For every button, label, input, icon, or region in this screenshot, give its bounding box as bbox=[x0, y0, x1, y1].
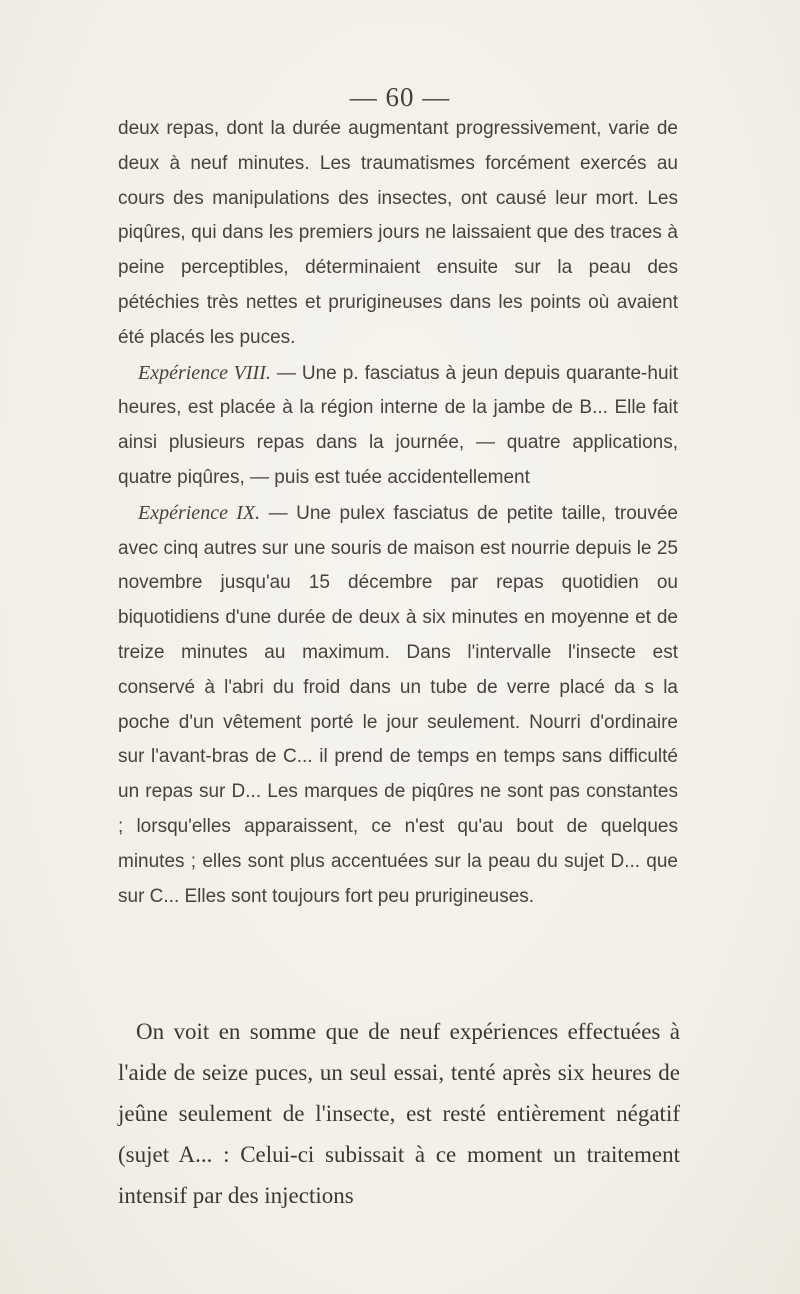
paragraph-conclusion: On voit en somme que de neuf expériences effectuées à l'aide de seize puces, un seul essai, tenté après six heures de jeûne seulement de l'insecte, est resté entièrement négatif (sujet A... : Celui-ci subissait à ce moment un traitement intensif par des injections bbox=[118, 1019, 680, 1208]
paragraph-continuation: deux repas, dont la durée augmentant progressivement, varie de deux à neuf minutes. Les traumatismes forcément exercés au cours des manipulations des insectes, ont causé leur mort. Les piqûres, qui dans les premiers jours ne laissaient que des traces à peine perceptibles, déterminaient ensuite sur la peau des pétéchies très nettes et prurigineuses dans les points où avaient été placés les puces. bbox=[118, 118, 678, 348]
experience-9-text: — Une pulex fasciatus de petite taille, trouvée avec cinq autres sur une souris de maison est nourrie depuis le 25 novembre jusqu'au 15 décembre par repas quotidien ou biquotidiens d'une durée de deux à six minutes en moyenne et de treize minutes au maximum. Dans l'intervalle l'insecte est conservé à l'abri du froid dans un tube de verre placé da s la poche d'un vêtement porté le jour seulement. Nourri d'ordinaire sur l'avant-bras de C... il prend de temps en temps sans difficulté un repas sur D... Les marques de piqûres ne sont pas constantes ; lorsqu'elles apparaissent, ce n'est qu'au bout de quelques minutes ; elles sont plus accentuées sur la peau du sujet D... que sur C... Elles sont toujours fort peu prurigineuses. bbox=[118, 502, 678, 907]
body-text bbox=[118, 112, 678, 914]
paragraph-experience-8 bbox=[118, 356, 678, 496]
page-number: — 60 — bbox=[349, 82, 451, 112]
experience-8-text: — Une p. fasciatus à jeun depuis quarante-huit heures, est placée à la région interne de la jambe de B... Elle fait ainsi plusieurs repas dans la journée, — quatre applications, quatre piqûres, — puis est tuée accidentellement bbox=[118, 362, 679, 488]
paragraph-experience-9 bbox=[118, 496, 678, 915]
experience-9-title: Expérience IX. bbox=[138, 501, 261, 524]
experience-8-title: Expérience VIII. bbox=[138, 361, 271, 384]
